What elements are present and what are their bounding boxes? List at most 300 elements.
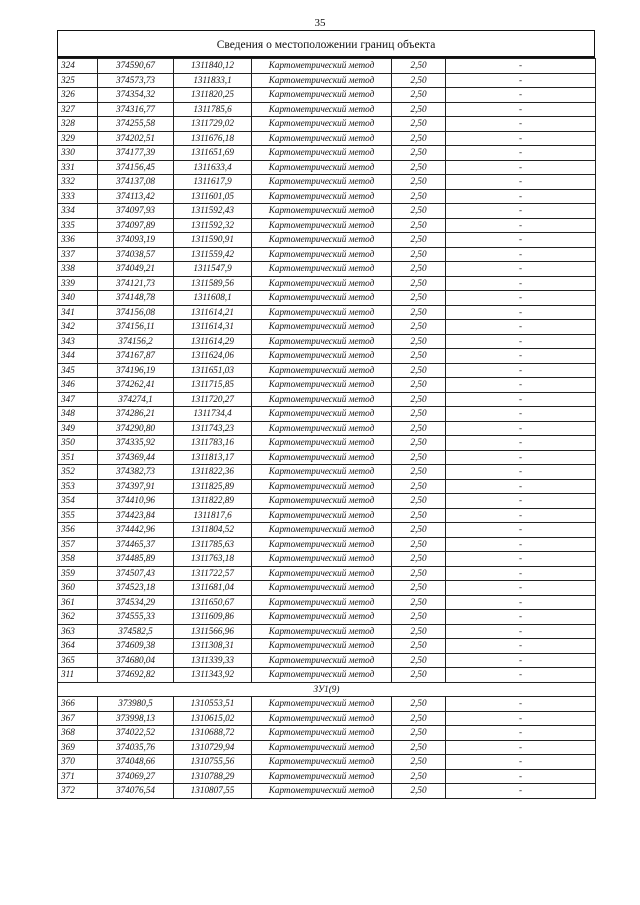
description-cell: -: [446, 392, 596, 407]
x-coordinate-cell: 374555,33: [98, 610, 174, 625]
point-number-cell: 363: [58, 624, 98, 639]
description-cell: -: [446, 102, 596, 117]
table-row: [58, 581, 596, 596]
boundary-rows: [58, 59, 596, 683]
precision-cell: 2,50: [392, 291, 446, 306]
method-cell: Картометрический метод: [252, 494, 392, 509]
x-coordinate-cell: 374316,77: [98, 102, 174, 117]
precision-cell: 2,50: [392, 262, 446, 277]
precision-cell: 2,50: [392, 436, 446, 451]
description-cell: -: [446, 421, 596, 436]
y-coordinate-cell: 1311820,25: [174, 88, 252, 103]
y-coordinate-cell: 1311822,36: [174, 465, 252, 480]
point-number-cell: 311: [58, 668, 98, 683]
method-cell: Картометрический метод: [252, 73, 392, 88]
y-coordinate-cell: 1311617,9: [174, 175, 252, 190]
point-number-cell: 330: [58, 146, 98, 161]
point-number-cell: 367: [58, 711, 98, 726]
precision-cell: 2,50: [392, 131, 446, 146]
x-coordinate-cell: 374410,96: [98, 494, 174, 509]
method-cell: Картометрический метод: [252, 755, 392, 770]
precision-cell: 2,50: [392, 769, 446, 784]
method-cell: Картометрический метод: [252, 697, 392, 712]
precision-cell: 2,50: [392, 233, 446, 248]
method-cell: Картометрический метод: [252, 175, 392, 190]
table-row: [58, 566, 596, 581]
y-coordinate-cell: 1310788,29: [174, 769, 252, 784]
description-cell: -: [446, 262, 596, 277]
description-cell: -: [446, 595, 596, 610]
point-number-cell: 356: [58, 523, 98, 538]
precision-cell: 2,50: [392, 117, 446, 132]
method-cell: Картометрический метод: [252, 363, 392, 378]
y-coordinate-cell: 1311825,89: [174, 479, 252, 494]
description-cell: -: [446, 378, 596, 393]
description-cell: -: [446, 247, 596, 262]
y-coordinate-cell: 1311343,92: [174, 668, 252, 683]
table-row: [58, 508, 596, 523]
x-coordinate-cell: 374274,1: [98, 392, 174, 407]
precision-cell: 2,50: [392, 668, 446, 683]
table-row: [58, 523, 596, 538]
x-coordinate-cell: 374692,82: [98, 668, 174, 683]
precision-cell: 2,50: [392, 421, 446, 436]
table-row: [58, 88, 596, 103]
method-cell: Картометрический метод: [252, 566, 392, 581]
precision-cell: 2,50: [392, 581, 446, 596]
point-number-cell: 348: [58, 407, 98, 422]
method-cell: Картометрический метод: [252, 233, 392, 248]
description-cell: -: [446, 769, 596, 784]
x-coordinate-cell: 374590,67: [98, 59, 174, 74]
y-coordinate-cell: 1311783,16: [174, 436, 252, 451]
description-cell: -: [446, 276, 596, 291]
precision-cell: 2,50: [392, 755, 446, 770]
description-cell: -: [446, 479, 596, 494]
table-row: [58, 247, 596, 262]
y-coordinate-cell: 1311592,43: [174, 204, 252, 219]
point-number-cell: 368: [58, 726, 98, 741]
precision-cell: 2,50: [392, 59, 446, 74]
x-coordinate-cell: 374038,57: [98, 247, 174, 262]
page-number: 35: [314, 17, 326, 29]
precision-cell: 2,50: [392, 450, 446, 465]
precision-cell: 2,50: [392, 73, 446, 88]
description-cell: -: [446, 697, 596, 712]
method-cell: Картометрический метод: [252, 59, 392, 74]
x-coordinate-cell: 374442,96: [98, 523, 174, 538]
x-coordinate-cell: 373980,5: [98, 697, 174, 712]
point-number-cell: 350: [58, 436, 98, 451]
table-row: [58, 465, 596, 480]
table-row: [58, 450, 596, 465]
precision-cell: 2,50: [392, 218, 446, 233]
y-coordinate-cell: 1311785,63: [174, 537, 252, 552]
x-coordinate-cell: 374022,52: [98, 726, 174, 741]
precision-cell: 2,50: [392, 407, 446, 422]
description-cell: -: [446, 204, 596, 219]
description-cell: -: [446, 320, 596, 335]
table-row: [58, 117, 596, 132]
method-cell: Картометрический метод: [252, 204, 392, 219]
x-coordinate-cell: 374582,5: [98, 624, 174, 639]
description-cell: -: [446, 349, 596, 364]
description-cell: -: [446, 218, 596, 233]
description-cell: -: [446, 146, 596, 161]
y-coordinate-cell: 1311614,31: [174, 320, 252, 335]
precision-cell: 2,50: [392, 175, 446, 190]
point-number-cell: 346: [58, 378, 98, 393]
y-coordinate-cell: 1310688,72: [174, 726, 252, 741]
description-cell: -: [446, 740, 596, 755]
description-cell: -: [446, 566, 596, 581]
point-number-cell: 344: [58, 349, 98, 364]
table-row: [58, 726, 596, 741]
precision-cell: 2,50: [392, 378, 446, 393]
method-cell: Картометрический метод: [252, 610, 392, 625]
point-number-cell: 345: [58, 363, 98, 378]
method-cell: Картометрический метод: [252, 421, 392, 436]
description-cell: -: [446, 189, 596, 204]
description-cell: -: [446, 523, 596, 538]
y-coordinate-cell: 1311676,18: [174, 131, 252, 146]
y-coordinate-cell: 1311633,4: [174, 160, 252, 175]
point-number-cell: 371: [58, 769, 98, 784]
description-cell: -: [446, 552, 596, 567]
table-row: [58, 291, 596, 306]
table-title: Сведения о местоположении границ объекта: [57, 30, 595, 58]
method-cell: Картометрический метод: [252, 146, 392, 161]
description-cell: -: [446, 508, 596, 523]
x-coordinate-cell: 374382,73: [98, 465, 174, 480]
point-number-cell: 336: [58, 233, 98, 248]
y-coordinate-cell: 1311720,27: [174, 392, 252, 407]
table-row: [58, 552, 596, 567]
y-coordinate-cell: 1311609,86: [174, 610, 252, 625]
x-coordinate-cell: 374202,51: [98, 131, 174, 146]
method-cell: Картометрический метод: [252, 160, 392, 175]
table-row: [58, 218, 596, 233]
precision-cell: 2,50: [392, 610, 446, 625]
y-coordinate-cell: 1311650,67: [174, 595, 252, 610]
precision-cell: 2,50: [392, 653, 446, 668]
x-coordinate-cell: 374035,76: [98, 740, 174, 755]
point-number-cell: 355: [58, 508, 98, 523]
method-cell: Картометрический метод: [252, 247, 392, 262]
x-coordinate-cell: 374609,38: [98, 639, 174, 654]
point-number-cell: 369: [58, 740, 98, 755]
x-coordinate-cell: 374049,21: [98, 262, 174, 277]
point-number-cell: 352: [58, 465, 98, 480]
description-cell: -: [446, 450, 596, 465]
table-row: [58, 262, 596, 277]
method-cell: Картометрический метод: [252, 726, 392, 741]
precision-cell: 2,50: [392, 784, 446, 799]
x-coordinate-cell: 374465,37: [98, 537, 174, 552]
point-number-cell: 327: [58, 102, 98, 117]
y-coordinate-cell: 1311715,85: [174, 378, 252, 393]
precision-cell: 2,50: [392, 320, 446, 335]
group-row: [58, 682, 596, 697]
point-number-cell: 326: [58, 88, 98, 103]
point-number-cell: 332: [58, 175, 98, 190]
precision-cell: 2,50: [392, 639, 446, 654]
point-number-cell: 366: [58, 697, 98, 712]
precision-cell: 2,50: [392, 726, 446, 741]
description-cell: -: [446, 537, 596, 552]
precision-cell: 2,50: [392, 189, 446, 204]
description-cell: -: [446, 610, 596, 625]
table-row: [58, 624, 596, 639]
table-row: [58, 73, 596, 88]
boundary-rows-group: [58, 697, 596, 799]
description-cell: -: [446, 117, 596, 132]
table-row: [58, 102, 596, 117]
method-cell: Картометрический метод: [252, 624, 392, 639]
precision-cell: 2,50: [392, 537, 446, 552]
x-coordinate-cell: 374177,39: [98, 146, 174, 161]
method-cell: Картометрический метод: [252, 639, 392, 654]
description-cell: -: [446, 59, 596, 74]
point-number-cell: 325: [58, 73, 98, 88]
point-number-cell: 358: [58, 552, 98, 567]
method-cell: Картометрический метод: [252, 595, 392, 610]
y-coordinate-cell: 1311804,52: [174, 523, 252, 538]
method-cell: Картометрический метод: [252, 581, 392, 596]
x-coordinate-cell: 374137,08: [98, 175, 174, 190]
y-coordinate-cell: 1311840,12: [174, 59, 252, 74]
description-cell: -: [446, 334, 596, 349]
point-number-cell: 357: [58, 537, 98, 552]
table-row: [58, 653, 596, 668]
precision-cell: 2,50: [392, 349, 446, 364]
point-number-cell: 370: [58, 755, 98, 770]
method-cell: Картометрический метод: [252, 740, 392, 755]
table-row: [58, 668, 596, 683]
table-row: [58, 59, 596, 74]
y-coordinate-cell: 1311822,89: [174, 494, 252, 509]
description-cell: -: [446, 88, 596, 103]
description-cell: -: [446, 624, 596, 639]
y-coordinate-cell: 1310553,51: [174, 697, 252, 712]
description-cell: -: [446, 131, 596, 146]
x-coordinate-cell: 374507,43: [98, 566, 174, 581]
method-cell: Картометрический метод: [252, 378, 392, 393]
table-row: [58, 131, 596, 146]
x-coordinate-cell: 374523,18: [98, 581, 174, 596]
point-number-cell: 337: [58, 247, 98, 262]
point-number-cell: 343: [58, 334, 98, 349]
point-number-cell: 364: [58, 639, 98, 654]
point-number-cell: 339: [58, 276, 98, 291]
method-cell: Картометрический метод: [252, 291, 392, 306]
description-cell: -: [446, 726, 596, 741]
table-row: [58, 421, 596, 436]
x-coordinate-cell: 374156,08: [98, 305, 174, 320]
x-coordinate-cell: 374097,89: [98, 218, 174, 233]
x-coordinate-cell: 374196,19: [98, 363, 174, 378]
group-label: ЗУ1(9): [58, 682, 596, 697]
table-row: [58, 639, 596, 654]
y-coordinate-cell: 1311817,6: [174, 508, 252, 523]
point-number-cell: 324: [58, 59, 98, 74]
x-coordinate-cell: 374076,54: [98, 784, 174, 799]
table-row: [58, 160, 596, 175]
table-row: [58, 276, 596, 291]
x-coordinate-cell: 374335,92: [98, 436, 174, 451]
description-cell: -: [446, 436, 596, 451]
y-coordinate-cell: 1311339,33: [174, 653, 252, 668]
table-row: [58, 407, 596, 422]
method-cell: Картометрический метод: [252, 131, 392, 146]
y-coordinate-cell: 1311566,96: [174, 624, 252, 639]
table-row: [58, 711, 596, 726]
method-cell: Картометрический метод: [252, 189, 392, 204]
method-cell: Картометрический метод: [252, 436, 392, 451]
method-cell: Картометрический метод: [252, 668, 392, 683]
x-coordinate-cell: 374093,19: [98, 233, 174, 248]
y-coordinate-cell: 1311590,91: [174, 233, 252, 248]
precision-cell: 2,50: [392, 740, 446, 755]
y-coordinate-cell: 1311651,03: [174, 363, 252, 378]
precision-cell: 2,50: [392, 697, 446, 712]
precision-cell: 2,50: [392, 102, 446, 117]
table-row: [58, 392, 596, 407]
method-cell: Картометрический метод: [252, 102, 392, 117]
y-coordinate-cell: 1310755,56: [174, 755, 252, 770]
x-coordinate-cell: 374156,45: [98, 160, 174, 175]
x-coordinate-cell: 374485,89: [98, 552, 174, 567]
description-cell: -: [446, 668, 596, 683]
precision-cell: 2,50: [392, 523, 446, 538]
method-cell: Картометрический метод: [252, 552, 392, 567]
table-row: [58, 436, 596, 451]
method-cell: Картометрический метод: [252, 537, 392, 552]
y-coordinate-cell: 1311722,57: [174, 566, 252, 581]
y-coordinate-cell: 1311601,05: [174, 189, 252, 204]
point-number-cell: 353: [58, 479, 98, 494]
method-cell: Картометрический метод: [252, 349, 392, 364]
y-coordinate-cell: 1310807,55: [174, 784, 252, 799]
table-row: [58, 320, 596, 335]
description-cell: -: [446, 784, 596, 799]
point-number-cell: 365: [58, 653, 98, 668]
table-row: [58, 175, 596, 190]
x-coordinate-cell: 374156,11: [98, 320, 174, 335]
point-number-cell: 354: [58, 494, 98, 509]
y-coordinate-cell: 1311743,23: [174, 421, 252, 436]
y-coordinate-cell: 1311833,1: [174, 73, 252, 88]
x-coordinate-cell: 374156,2: [98, 334, 174, 349]
point-number-cell: 347: [58, 392, 98, 407]
x-coordinate-cell: 374680,04: [98, 653, 174, 668]
y-coordinate-cell: 1311651,69: [174, 146, 252, 161]
x-coordinate-cell: 374069,27: [98, 769, 174, 784]
description-cell: -: [446, 305, 596, 320]
description-cell: -: [446, 233, 596, 248]
boundary-table-sheet: [57, 30, 595, 799]
y-coordinate-cell: 1311734,4: [174, 407, 252, 422]
precision-cell: 2,50: [392, 160, 446, 175]
x-coordinate-cell: 374097,93: [98, 204, 174, 219]
table-row: [58, 349, 596, 364]
table-row: [58, 610, 596, 625]
point-number-cell: 349: [58, 421, 98, 436]
precision-cell: 2,50: [392, 552, 446, 567]
method-cell: Картометрический метод: [252, 523, 392, 538]
table-row: [58, 233, 596, 248]
precision-cell: 2,50: [392, 392, 446, 407]
table-row: [58, 740, 596, 755]
method-cell: Картометрический метод: [252, 262, 392, 277]
point-number-cell: 362: [58, 610, 98, 625]
method-cell: Картометрический метод: [252, 784, 392, 799]
table-row: [58, 494, 596, 509]
method-cell: Картометрический метод: [252, 479, 392, 494]
method-cell: Картометрический метод: [252, 769, 392, 784]
table-row: [58, 204, 596, 219]
x-coordinate-cell: 374148,78: [98, 291, 174, 306]
description-cell: -: [446, 73, 596, 88]
point-number-cell: 333: [58, 189, 98, 204]
method-cell: Картометрический метод: [252, 218, 392, 233]
description-cell: -: [446, 653, 596, 668]
x-coordinate-cell: 374121,73: [98, 276, 174, 291]
method-cell: Картометрический метод: [252, 88, 392, 103]
y-coordinate-cell: 1311681,04: [174, 581, 252, 596]
point-number-cell: 331: [58, 160, 98, 175]
x-coordinate-cell: 374048,66: [98, 755, 174, 770]
y-coordinate-cell: 1311592,32: [174, 218, 252, 233]
method-cell: Картометрический метод: [252, 392, 392, 407]
point-number-cell: 334: [58, 204, 98, 219]
table-row: [58, 378, 596, 393]
precision-cell: 2,50: [392, 508, 446, 523]
method-cell: Картометрический метод: [252, 305, 392, 320]
point-number-cell: 360: [58, 581, 98, 596]
description-cell: -: [446, 465, 596, 480]
point-number-cell: 341: [58, 305, 98, 320]
point-number-cell: 328: [58, 117, 98, 132]
table-row: [58, 363, 596, 378]
precision-cell: 2,50: [392, 479, 446, 494]
description-cell: -: [446, 639, 596, 654]
table-row: [58, 784, 596, 799]
point-number-cell: 329: [58, 131, 98, 146]
table-row: [58, 334, 596, 349]
method-cell: Картометрический метод: [252, 407, 392, 422]
x-coordinate-cell: 374255,58: [98, 117, 174, 132]
method-cell: Картометрический метод: [252, 711, 392, 726]
table-row: [58, 537, 596, 552]
description-cell: -: [446, 711, 596, 726]
boundary-table: [57, 58, 596, 799]
table-row: [58, 769, 596, 784]
precision-cell: 2,50: [392, 305, 446, 320]
y-coordinate-cell: 1311559,42: [174, 247, 252, 262]
method-cell: Картометрический метод: [252, 653, 392, 668]
method-cell: Картометрический метод: [252, 320, 392, 335]
precision-cell: 2,50: [392, 247, 446, 262]
x-coordinate-cell: 374423,84: [98, 508, 174, 523]
table-row: [58, 305, 596, 320]
y-coordinate-cell: 1311624,06: [174, 349, 252, 364]
y-coordinate-cell: 1310729,94: [174, 740, 252, 755]
y-coordinate-cell: 1311813,17: [174, 450, 252, 465]
precision-cell: 2,50: [392, 465, 446, 480]
x-coordinate-cell: 374354,32: [98, 88, 174, 103]
method-cell: Картометрический метод: [252, 117, 392, 132]
